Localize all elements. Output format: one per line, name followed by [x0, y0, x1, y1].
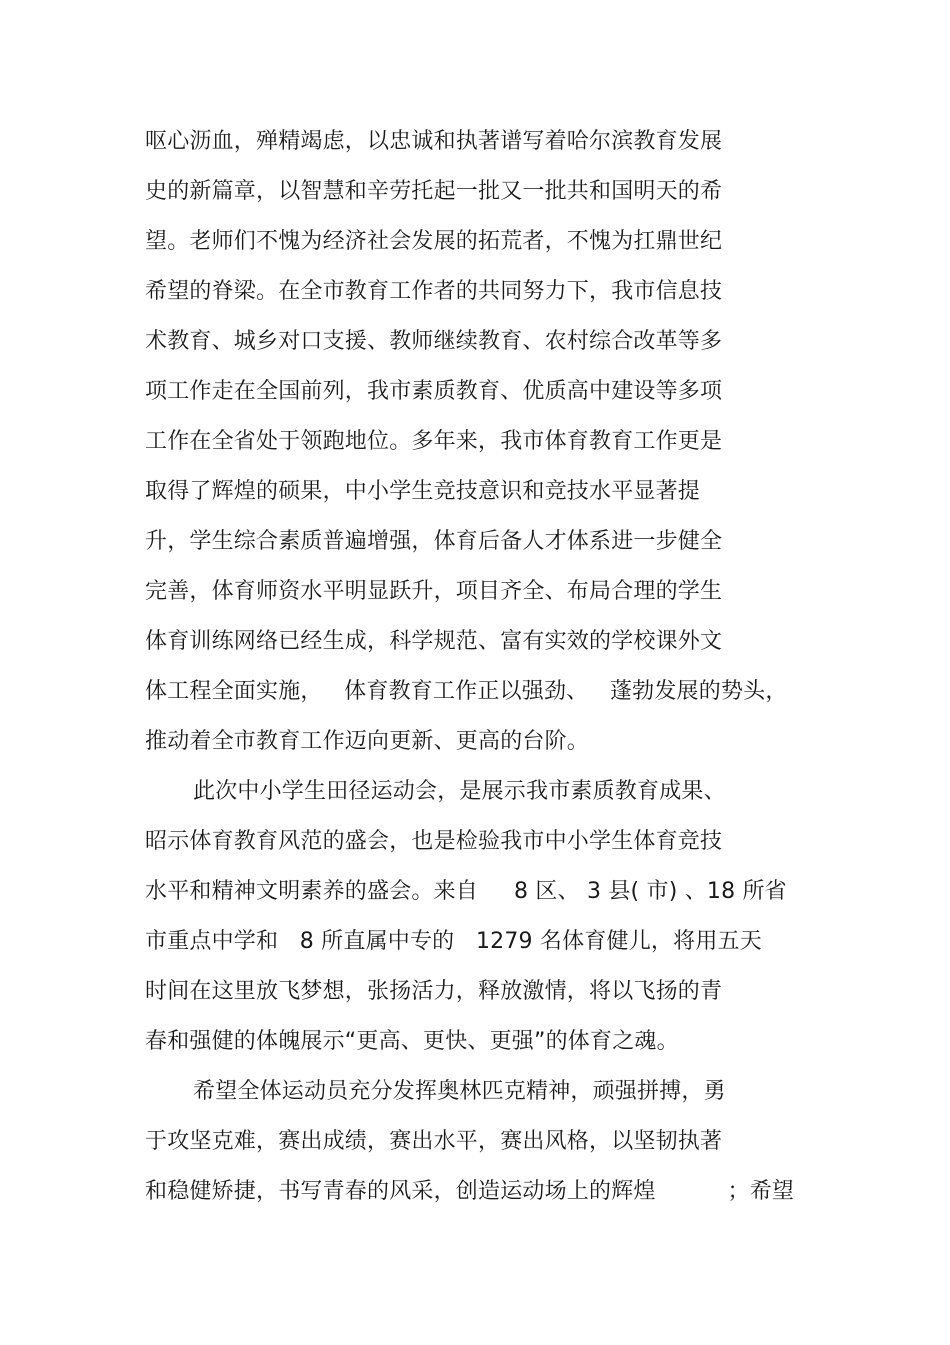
text-line: 希望的脊梁。在全市教育工作者的共同努力下，我市信息技	[145, 279, 723, 304]
text-line: 和稳健矫捷，书写青春的风采，创造运动场上的辉煌 ；希望	[145, 1179, 795, 1204]
text-line: 工作在全省处于领跑地位。多年来，我市体育教育工作更是	[145, 429, 723, 454]
text-line: 完善，体育师资水平明显跃升，项目齐全、布局合理的学生	[145, 579, 723, 604]
text-line: 术教育、城乡对口支援、教师继续教育、农村综合改革等多	[145, 329, 723, 354]
text-line: 体工程全面实施， 体育教育工作正以强劲、 蓬勃发展的势头，	[145, 679, 788, 704]
text-line: 史的新篇章，以智慧和辛劳托起一批又一批共和国明天的希	[145, 179, 723, 204]
text-line: 推动着全市教育工作迈向更新、更高的台阶。	[145, 729, 590, 754]
text-line: 取得了辉煌的硕果，中小学生竞技意识和竞技水平显著提	[145, 479, 701, 504]
text-line: 体育训练网络已经生成，科学规范、富有实效的学校课外文	[145, 629, 723, 654]
text-line: 望。老师们不愧为经济社会发展的拓荒者，不愧为扛鼎世纪	[145, 229, 723, 254]
text-line: 时间在这里放飞梦想，张扬活力，释放激情，将以飞扬的青	[145, 979, 723, 1004]
text-line: 市重点中学和 8 所直属中专的 1279 名体育健儿，将用五天	[145, 929, 762, 954]
paragraph-first-line: 希望全体运动员充分发挥奥林匹克精神，顽强拼搏，勇	[193, 1079, 726, 1104]
paragraph-first-line: 此次中小学生田径运动会，是展示我市素质教育成果、	[193, 779, 726, 804]
text-line: 水平和精神文明素养的盛会。来自 8 区、 3 县( 市) 、18 所省	[145, 879, 787, 904]
text-line: 项工作走在全国前列，我市素质教育、优质高中建设等多项	[145, 379, 723, 404]
text-line: 春和强健的体魄展示“更高、更快、更强”的体育之魂。	[145, 1029, 679, 1054]
text-line: 于攻坚克难，赛出成绩，赛出水平，赛出风格，以坚韧执著	[145, 1129, 723, 1154]
text-line: 昭示体育教育风范的盛会，也是检验我市中小学生体育竞技	[145, 829, 723, 854]
text-line: 呕心沥血，殚精竭虑，以忠诚和执著谱写着哈尔滨教育发展	[145, 129, 723, 154]
text-line: 升，学生综合素质普遍增强，体育后备人才体系进一步健全	[145, 529, 723, 554]
